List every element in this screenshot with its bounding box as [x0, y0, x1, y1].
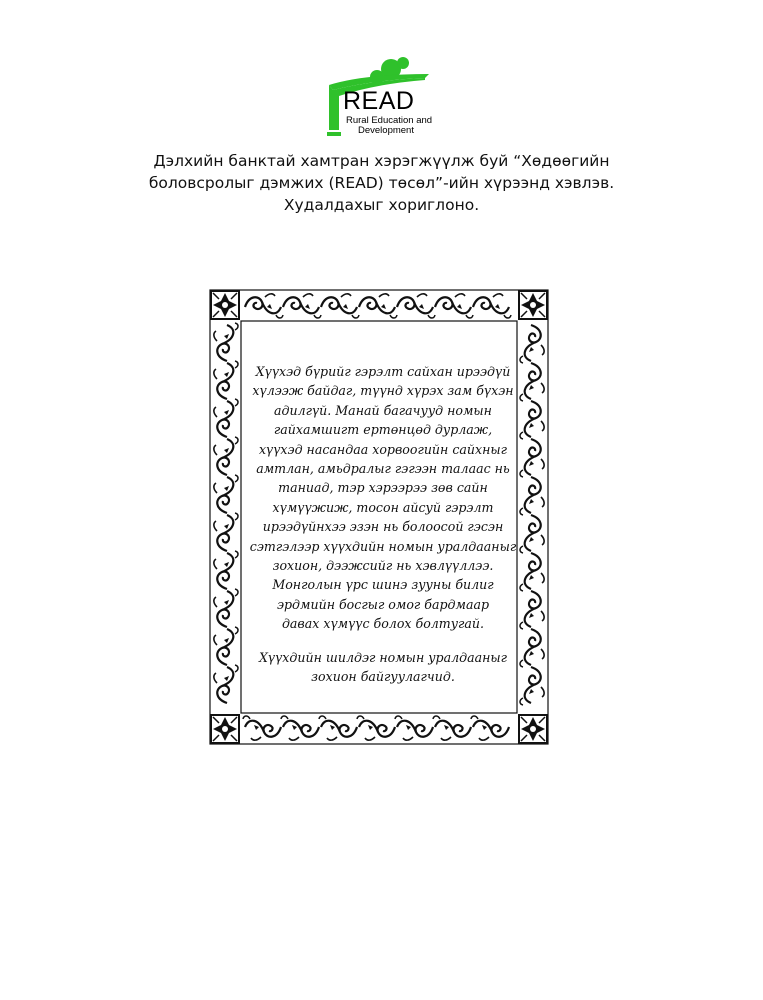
dedication-line: ирээдүйнхээ эзэн нь болоосой гэсэн [262, 519, 504, 535]
paragraph-gap [237, 634, 529, 648]
dedication-line: таниад, тэр хэрээрээ зөв сайн [278, 480, 488, 496]
border-scroll-ornament [471, 716, 509, 740]
border-scroll-ornament [214, 551, 238, 589]
border-scroll-ornament [214, 513, 238, 551]
border-scroll-ornament [245, 294, 283, 318]
dedication-line: сэтгэлээр хүүхдийн номын уралдааныг [249, 538, 517, 554]
dedication-line: гайхамшигт ертөнцөд дурлаж, [273, 422, 493, 438]
border-scroll-ornament [321, 294, 359, 318]
border-scroll-ornament [214, 475, 238, 513]
border-scroll-ornament [214, 589, 238, 627]
border-scroll-ornament [214, 361, 238, 399]
dedication-line: хүмүүжиж, тосон айсуй гэрэлт [272, 499, 494, 515]
border-corner-ornament [519, 715, 547, 743]
border-scroll-ornament [283, 294, 321, 318]
dedication-line: давах хүмүүс болох болтугай. [281, 616, 485, 632]
dedication-line: Хүүхэд бүрийг гэрэлт сайхан ирээдүй [255, 364, 511, 379]
border-scroll-ornament [281, 716, 319, 740]
read-logo [325, 50, 455, 145]
border-scroll-ornament [214, 627, 238, 665]
border-scroll-ornament [395, 716, 433, 740]
signature-line: зохион байгуулагчид. [311, 669, 455, 685]
dedication-line: зохион, дээжсийг нь хэвлүүллээ. [272, 558, 494, 574]
border-scroll-ornament [397, 294, 435, 318]
border-scroll-ornament [214, 323, 238, 361]
border-scroll-ornament [473, 294, 511, 318]
border-scroll-ornament [435, 294, 473, 318]
logo-wordmark: READ [343, 87, 415, 115]
logo-subtitle-line1: Rural Education and [346, 115, 433, 126]
border-scroll-ornament [359, 294, 397, 318]
dedication-line: Монголын үрс шинэ зууны билиг [272, 577, 494, 593]
border-scroll-ornament [214, 665, 238, 703]
border-scroll-ornament [214, 437, 238, 475]
logo-subtitle [346, 116, 432, 136]
border-scroll-ornament [319, 716, 357, 740]
dedication-line: хүүхэд насандаа хорвоогийн сайхныг [258, 441, 508, 457]
border-scroll-ornament [433, 716, 471, 740]
dedication-line: амтлан, амьдралыг гэгээн талаас нь [256, 461, 510, 477]
credit-line: Худалдахыг хориглоно. [283, 196, 480, 214]
signature-line: Хүүхдийн шилдэг номын уралдааныг [258, 649, 508, 665]
publication-credit [120, 150, 643, 216]
dedication-line: эрдмийн босгыг омог бардмаар [276, 596, 490, 612]
border-scroll-ornament [357, 716, 395, 740]
credit-line: Дэлхийн банктай хамтран хэрэгжүүлж буй “Хөдөөгийн [153, 152, 610, 170]
border-corner-ornament [211, 291, 239, 319]
border-corner-ornament [211, 715, 239, 743]
credit-line: боловсролыг дэмжих (READ) төсөл”-ийн хүрээнд хэвлэв. [148, 174, 615, 192]
border-scroll-ornament [214, 399, 238, 437]
border-scroll-ornament [520, 325, 544, 363]
dedication-line: хүлээж байдаг, түүнд хүрэх зам бүхэн [252, 383, 514, 399]
dedication-line: адилгүй. Манай багачууд номын [274, 402, 492, 418]
logo-subtitle-line2: Development [358, 125, 414, 136]
dedication-text [237, 362, 529, 687]
logo-circle-right [397, 57, 409, 69]
border-corner-ornament [519, 291, 547, 319]
border-scroll-ornament [243, 716, 281, 740]
